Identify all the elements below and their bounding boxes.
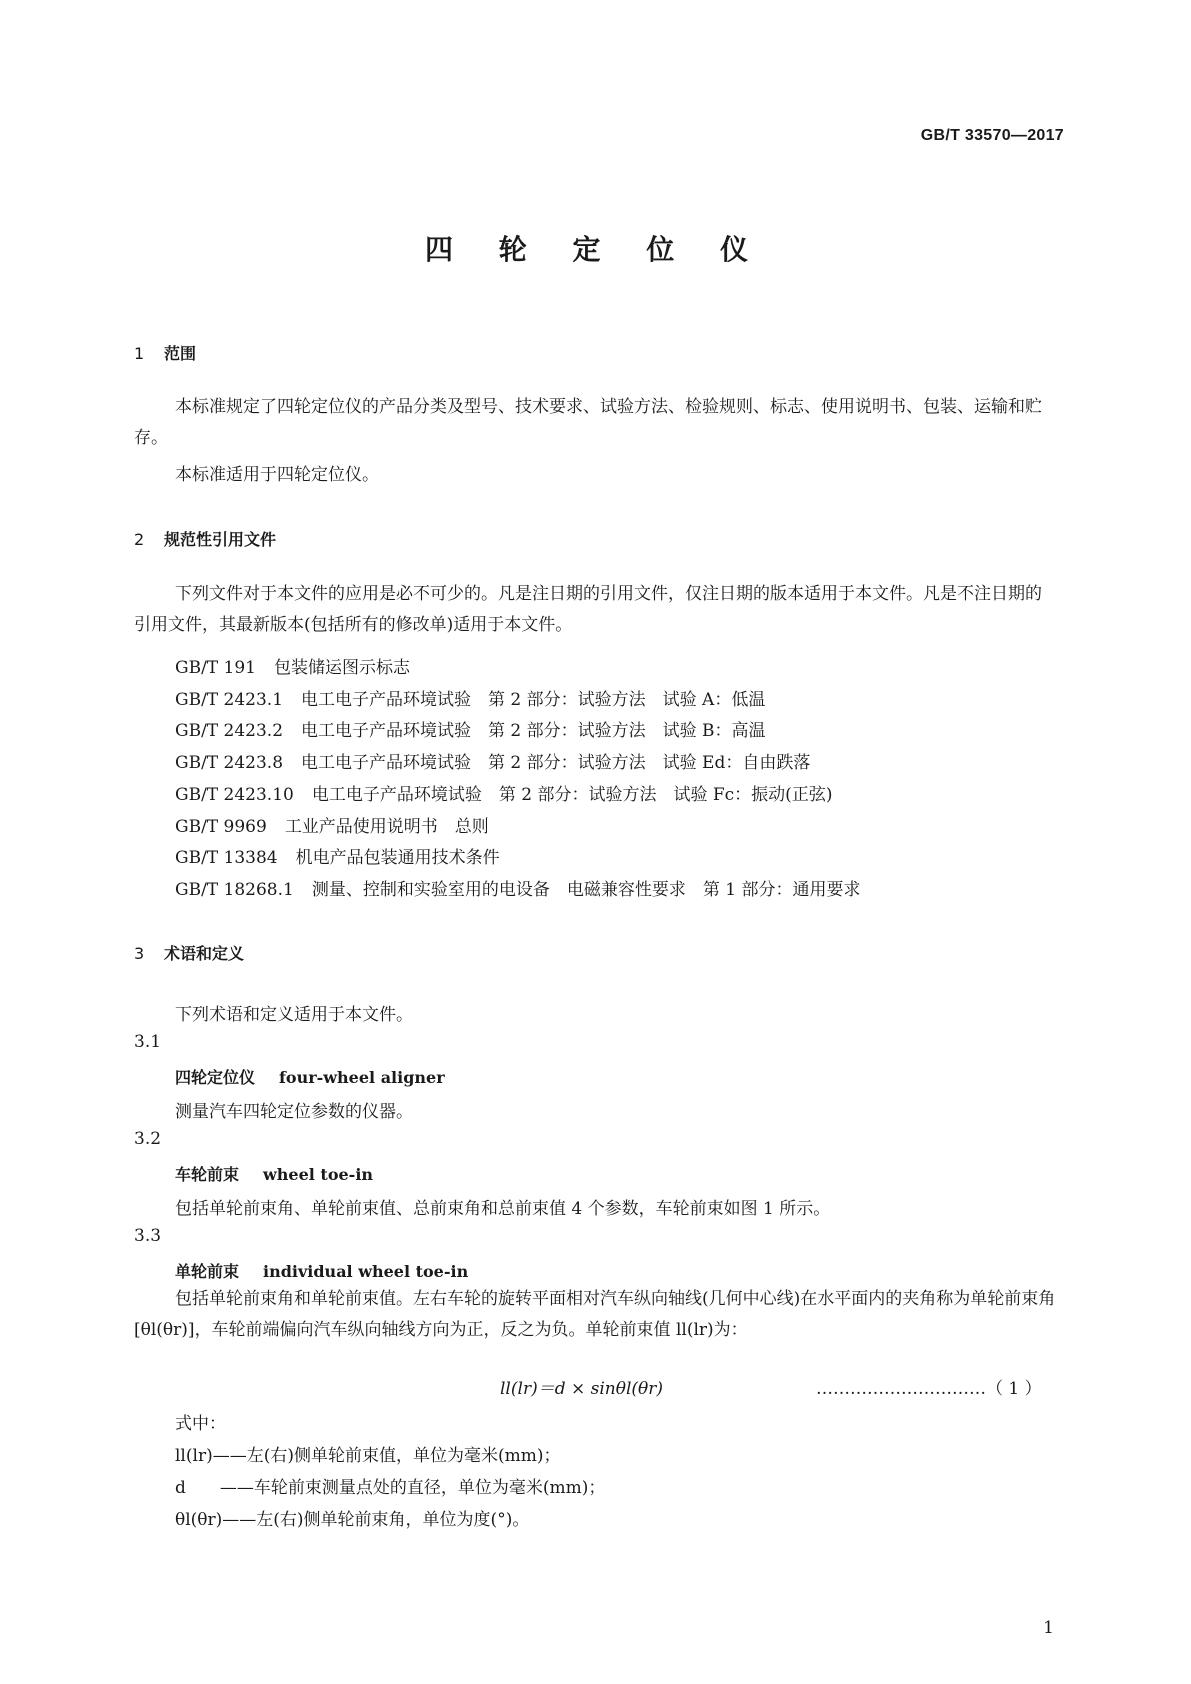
reference-item [175, 685, 765, 710]
reference-title: 工业产品使用说明书 总则 [284, 817, 489, 837]
variable-definition: d ——车轮前束测量点处的直径，单位为毫米(mm)； [175, 1478, 606, 1498]
reference-title: 电工电子产品环境试验 第 2 部分：试验方法 试验 Ed：自由跌落 [301, 753, 811, 773]
reference-item [175, 843, 500, 868]
standard-number: GB/T 33570—2017 [920, 127, 1064, 144]
reference-code: GB/T 2423.2 [175, 721, 284, 741]
reference-code: GB/T 2423.8 [175, 753, 284, 773]
term-number: 3.3 [134, 1226, 162, 1246]
reference-title: 电工电子产品环境试验 第 2 部分：试验方法 试验 Fc：振动(正弦) [311, 785, 833, 805]
term-definition: 包括单轮前束角和单轮前束值。左右车轮的旋转平面相对汽车纵向轴线(几何中心线)在水平面内的夹角称为单轮前束角[θl(θr)]，车轮前端偏向汽车纵向轴线方向为正，反之为负。单轮前束值 ll(lr)为： [134, 1289, 1056, 1340]
term-number: 3.2 [134, 1129, 162, 1149]
term-heading [175, 1065, 445, 1088]
reference-code: GB/T 2423.1 [175, 690, 284, 710]
section-number: 3 [134, 944, 145, 963]
section-title: 规范性引用文件 [164, 530, 277, 549]
term-en: four-wheel aligner [279, 1068, 445, 1087]
variable-definition: θl(θr)——左(右)侧单轮前束角，单位为度(°)。 [175, 1510, 530, 1530]
term-zh: 四轮定位仪 [175, 1068, 256, 1087]
reference-title: 包装储运图示标志 [274, 658, 410, 678]
section-number: 2 [134, 530, 145, 549]
term-definition: 包括单轮前束角、单轮前束值、总前束角和总前束值 4 个参数，车轮前束如图 1 所示。 [175, 1199, 831, 1219]
term-en: wheel toe-in [263, 1165, 374, 1184]
reference-code: GB/T 191 [175, 658, 256, 678]
reference-item [175, 812, 489, 837]
variable-definition: ll(lr)——左(右)侧单轮前束值，单位为毫米(mm)； [175, 1446, 561, 1466]
section-title: 术语和定义 [164, 944, 245, 963]
section-1-paragraph-2: 本标准适用于四轮定位仪。 [175, 465, 379, 485]
reference-title: 电工电子产品环境试验 第 2 部分：试验方法 试验 B：高温 [301, 721, 766, 741]
section-2-heading [134, 527, 276, 550]
reference-item [175, 748, 810, 773]
section-2-paragraph-1: 下列文件对于本文件的应用是必不可少的。凡是注日期的引用文件，仅注日期的版本适用于本文件。凡是不注日期的引用文件，其最新版本(包括所有的修改单)适用于本文件。 [134, 584, 1042, 635]
reference-item [175, 653, 410, 678]
section-3-heading [134, 941, 244, 964]
formula-number: …………………………（ 1 ） [816, 1379, 1042, 1399]
term-zh: 车轮前束 [175, 1165, 240, 1184]
where-label: 式中： [175, 1414, 226, 1434]
section-title: 范围 [164, 344, 197, 363]
document-title: 四 轮 定 位 仪 [425, 233, 766, 266]
section-1-paragraph-1: 本标准规定了四轮定位仪的产品分类及型号、技术要求、试验方法、检验规则、标志、使用说明书、包装、运输和贮存。 [134, 397, 1042, 448]
term-zh: 单轮前束 [175, 1262, 240, 1281]
page-number: 1 [1043, 1618, 1054, 1638]
reference-code: GB/T 13384 [175, 848, 278, 868]
section-number: 1 [134, 344, 145, 363]
reference-code: GB/T 2423.10 [175, 785, 294, 805]
section-3-intro: 下列术语和定义适用于本文件。 [175, 1005, 413, 1025]
reference-title: 测量、控制和实验室用的电设备 电磁兼容性要求 第 1 部分：通用要求 [311, 880, 861, 900]
reference-item [175, 780, 832, 805]
reference-title: 电工电子产品环境试验 第 2 部分：试验方法 试验 A：低温 [301, 690, 766, 710]
term-heading [175, 1259, 468, 1282]
reference-code: GB/T 9969 [175, 817, 267, 837]
term-heading [175, 1162, 373, 1185]
reference-item [175, 716, 766, 741]
term-definition: 测量汽车四轮定位参数的仪器。 [175, 1102, 413, 1122]
term-en: individual wheel toe-in [263, 1262, 469, 1281]
section-1-heading [134, 341, 196, 364]
formula-1: ll(lr)＝d × sinθl(θr) [500, 1379, 664, 1399]
reference-item [175, 875, 860, 900]
term-number: 3.1 [134, 1032, 162, 1052]
reference-code: GB/T 18268.1 [175, 880, 294, 900]
reference-title: 机电产品包装通用技术条件 [295, 848, 500, 868]
